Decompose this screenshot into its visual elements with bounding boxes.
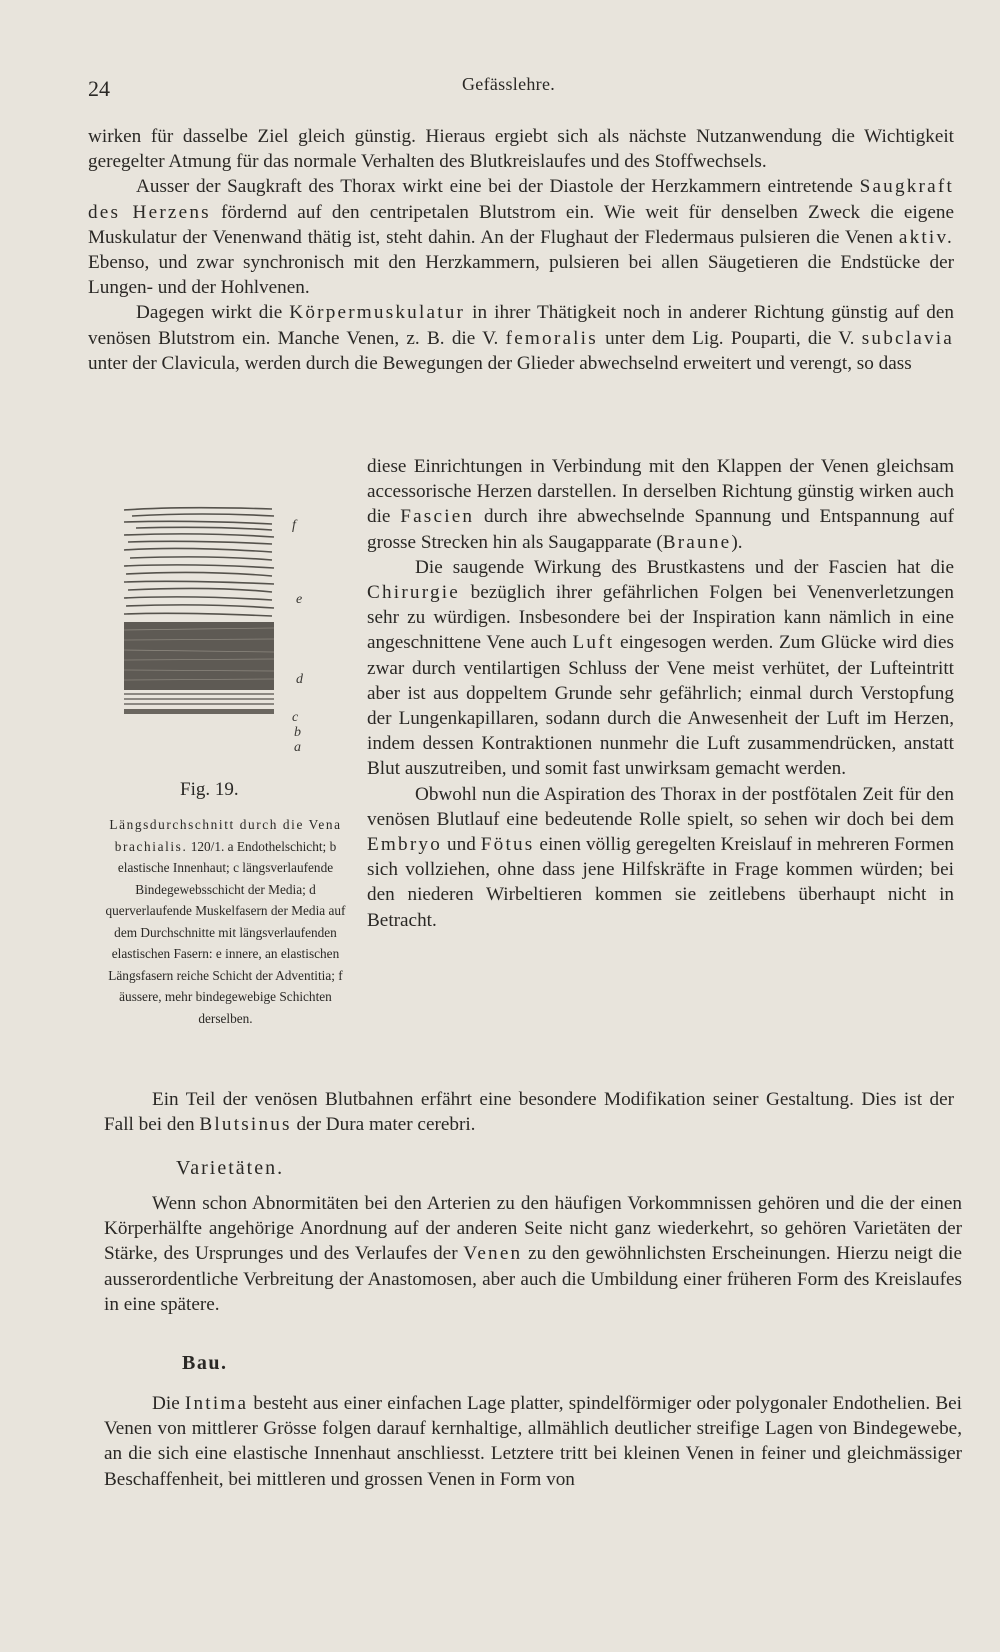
spaced-term: Fascien (400, 506, 475, 528)
text-run: eingesogen werden. Zum Glücke wird dies zwar durch ventilartigen Schluss der Vene meist verhütet, der Lufteintritt aber ist aus doppeltem Grunde sehr gefährlich; einmal durch Verstopfung der Lungenkapillaren, sodann durch die Anwesenheit der Luft im Herzen, indem dessen Kontraktionen nunmehr die Luft zusammendrücken, anstatt Blut auszutreiben, und somit fast unwirksam gemacht werden. (367, 632, 954, 780)
spaced-term: Embryo (367, 834, 443, 856)
text-run: einen völlig geregelten Kreislauf in mehreren Formen sich vollziehen, ohne dass jene Hilfskräfte in Frage kommen würden; bei den niederen Wirbeltieren kommen sie zeitlebens überhaupt nicht in Betracht. (367, 834, 954, 931)
paragraph (104, 1191, 962, 1317)
text-run: Obwohl nun die Aspiration des Thorax in der postfötalen Zeit für den venösen Blutlauf eine bedeutende Rolle spielt, so sehen wir doch bei dem (367, 783, 954, 830)
figure-label-c: c (292, 710, 299, 725)
spaced-term: Chirurgie (367, 582, 460, 604)
text-run: fördernd auf den centripetalen Blutstrom ein. Wie weit für denselben Zweck die eigene Muskulatur der Venenwand thätig ist, steht dahin. An der Flughaut der Fledermaus pulsieren die Venen (88, 201, 954, 248)
figure-label-d: d (296, 672, 303, 687)
spaced-term: aktiv. (898, 226, 954, 248)
top-text-block (88, 124, 954, 376)
text-run: und (442, 834, 481, 856)
paragraph (367, 454, 954, 555)
text-run: der Dura mater cerebri. (291, 1114, 476, 1136)
spaced-term: Fötus (480, 834, 535, 856)
figure-label-b: b (294, 725, 301, 740)
text-run: besteht aus einer einfachen Lage platter, spindelförmiger oder polygonaler Endothelien. Bei Venen von mittlerer Grösse folgen darauf kernhaltige, allmählich deutlicher streifige Lagen von Bindegewebe, an die sich eine elastische Innenhaut anschliesst. Letztere tritt bei kleinen Venen in feiner und gleichmässiger Beschaffenheit, bei mittleren und grossen Venen in Form von (104, 1393, 962, 1490)
figure-label-f: f (292, 518, 296, 533)
page-number: 24 (88, 76, 110, 101)
text-run: unter der Clavicula, werden durch die Bewegungen der Glieder abwechselnd erweitert und verengt, so dass (88, 352, 912, 374)
varietaeten-text (104, 1191, 962, 1317)
paragraph: wirken für dasselbe Ziel gleich günstig. Hieraus ergiebt sich als nächste Nutzanwendung die Wichtigkeit geregelter Atmung für das normale Verhalten des Blutkreislaufes und des Stoffwechsels. (88, 126, 954, 173)
spaced-term: Körpermuskulatur (289, 302, 466, 324)
running-title: Gefässlehre. (462, 74, 556, 94)
text-run: bezüglich ihrer gefährlichen Folgen bei Venenverletzungen sehr zu würdigen. Insbesondere bei der Inspiration kann nämlich in eine angeschnittene Vene auch (367, 582, 954, 654)
bau-text (104, 1391, 962, 1492)
spaced-term: femoralis (505, 327, 598, 349)
vein-section-figure (122, 500, 322, 762)
paragraph (104, 1391, 962, 1492)
text-run: diese Einrichtungen in Verbindung mit den Klappen der Venen gleichsam accessorische Herzen darstellen. In derselben Richtung günstig wirken auch die (367, 456, 954, 528)
spaced-term: Blutsinus (199, 1114, 292, 1136)
text-run: durch ihre abwechselnde Spannung und Entspannung auf grosse Strecken hin als Saugapparate ( (367, 506, 954, 553)
text-run: Dagegen wirkt die (136, 302, 290, 324)
caption-body: a Endothelschicht; b elastische Innenhaut; c längsverlaufende Bindegewebsschicht der Media; d querverlaufende Muskelfasern der Media auf dem Durchschnitte mit längsverlaufenden elastischen Fasern: e innere, an elastischen Längsfasern reiche Schicht der Adventitia; f äussere, mehr bindegewebige Schichten derselben. (105, 838, 346, 1026)
spaced-term: Venen (463, 1243, 523, 1265)
continuation-paragraph (104, 1087, 954, 1137)
figure-caption (94, 814, 357, 1029)
caption-scale: 120/1. (190, 838, 225, 854)
figure-label-a: a (294, 740, 301, 755)
text-run: unter dem Lig. Pouparti, die V. (597, 327, 862, 349)
paragraph (88, 300, 954, 376)
right-column-text (367, 454, 954, 933)
spaced-term: Braune (662, 531, 732, 553)
figure-title: Fig. 19. (180, 779, 239, 800)
paragraph (88, 174, 954, 300)
text-run: ). (731, 531, 743, 553)
spaced-term: subclavia (861, 327, 954, 349)
text-run: Die (152, 1393, 185, 1414)
paragraph (367, 782, 954, 933)
paragraph (367, 555, 954, 782)
caption-head: Längsdurchschnitt durch die Vena brachialis. (109, 817, 342, 854)
text-run: in ihrer Thätigkeit noch in anderer Richtung günstig auf den venösen Blutstrom ein. Manche Venen, z. B. die V. (88, 302, 955, 349)
figure-label-e: e (296, 592, 303, 607)
paragraph (104, 1087, 954, 1137)
text-run: Die saugende Wirkung des Brustkastens und der Fascien hat die (415, 556, 954, 578)
section-heading-varietaeten: Varietäten. (176, 1157, 285, 1179)
spaced-term: Luft (572, 632, 615, 654)
text-run: Ausser der Saugkraft des Thorax wirkt eine bei der Diastole der Herzkammern eintretende (136, 176, 860, 198)
spaced-term: Saugkraft des Herzens (88, 176, 954, 223)
text-run: Ein Teil der venösen Blutbahnen erfährt eine besondere Modifikation seiner Gestaltung. Dies ist der Fall bei den (104, 1089, 954, 1136)
section-heading-bau: Bau. (182, 1352, 228, 1374)
text-run: Ebenso, und zwar synchronisch mit den Herzkammern, pulsieren bei allen Säugetieren die Endstücke der Lungen- und der Hohlvenen. (88, 252, 954, 299)
text-run: zu den gewöhnlichsten Erscheinungen. Hierzu neigt die ausserordentliche Verbreitung der Anastomosen, aber auch die Umbildung einer früheren Form des Kreislaufes in eine spätere. (104, 1243, 962, 1315)
text-run: Wenn schon Abnormitäten bei den Arterien zu den häufigen Vorkommnissen gehören und die der einen Körperhälfte angehörige Anordnung auf der anderen Seite nicht ganz wiederkehrt, so gehören Varietäten der Stärke, des Ursprunges und des Verlaufes der (104, 1193, 962, 1265)
spaced-term: Intima (184, 1393, 249, 1414)
